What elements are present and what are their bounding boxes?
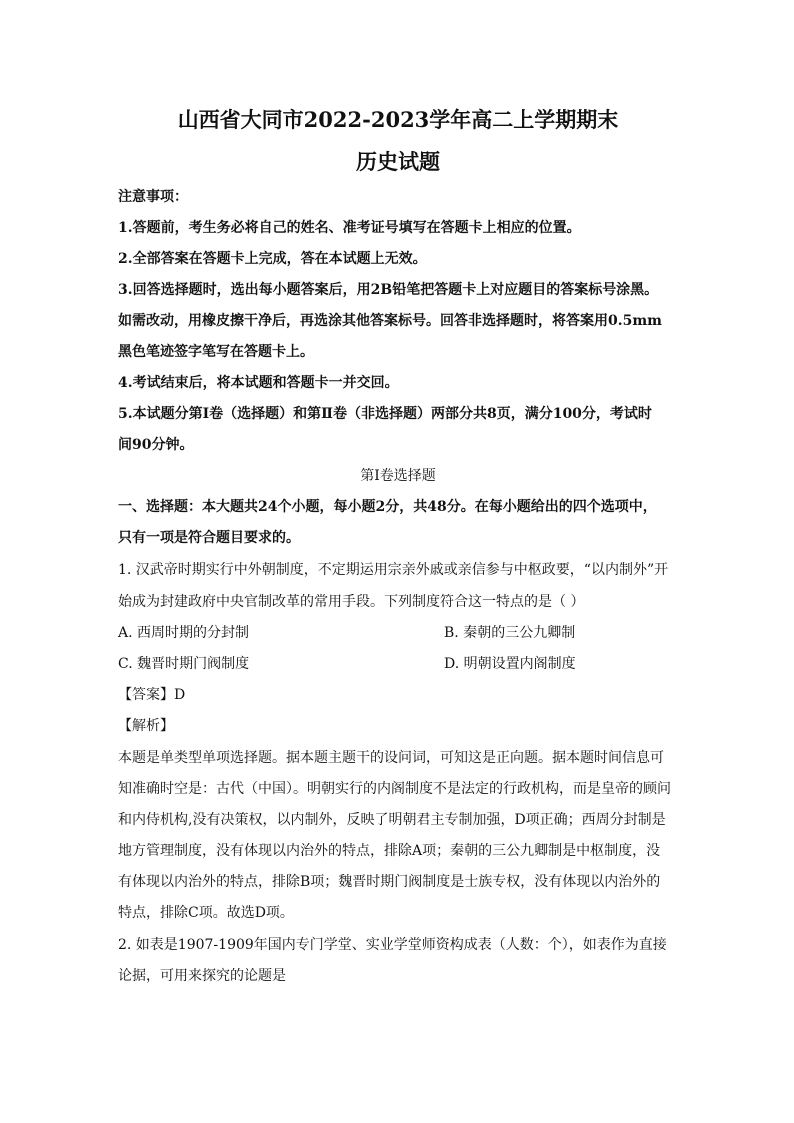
analysis-heading: 【解析】 — [118, 718, 174, 734]
analysis-line: 知准确时空是：古代（中国）。明朝实行的内阁制度不是法定的行政机构，而是皇帝的顾问 — [118, 781, 671, 797]
answer-label: 【答案】D — [118, 687, 186, 703]
option-a: A. 西周时期的分封制 — [118, 625, 250, 641]
notice-line: 间90分钟。 — [118, 437, 194, 453]
question-2-stem: 论据，可用来探究的论题是 — [118, 968, 286, 984]
document-title: 山西省大同市2022-2023学年高二上学期期末 — [177, 107, 619, 132]
notice-line: 黑色笔迹签字笔写在答题卡上。 — [118, 344, 314, 360]
question-1-stem: 始成为封建政府中央官制改革的常用手段。下列制度符合这一特点的是（ ） — [118, 594, 585, 610]
section-instruction: 只有一项是符合题目要求的。 — [118, 530, 300, 546]
analysis-line: 本题是单类型单项选择题。据本题主题干的设问词，可知这是正向题。据本题时间信息可 — [118, 750, 664, 766]
notice-heading: 注意事项： — [118, 189, 188, 205]
question-2-stem: 2. 如表是1907-1909年国内专门学堂、实业学堂师资构成表（人数：个），如表作为直接 — [118, 937, 667, 953]
notice-line: 如需改动，用橡皮擦干净后，再选涂其他答案标号。回答非选择题时，将答案用0.5mm — [118, 313, 662, 329]
analysis-line: 和内侍机构,没有决策权，以内制外，反映了明朝君主专制加强，D项正确；西周分封制是 — [118, 812, 666, 828]
notice-line: 4.考试结束后，将本试题和答题卡一并交回。 — [118, 375, 399, 391]
analysis-line: 地方管理制度，没有体现以内治外的特点，排除A项；秦朝的三公九卿制是中枢制度，没 — [118, 843, 661, 859]
analysis-line: 特点，排除C项。故选D项。 — [118, 905, 294, 921]
notice-line: 5.本试题分第Ⅰ卷（选择题）和第Ⅱ卷（非选择题）两部分共8页，满分100分，考试时 — [118, 406, 652, 422]
question-1-stem: 1. 汉武帝时期实行中外朝制度，不定期运用宗亲外戚或亲信参与中枢政要，“以内制外”开 — [118, 562, 669, 578]
section-instruction: 一、选择题：本大题共24个小题，每小题2分，共48分。在每小题给出的四个选项中， — [118, 499, 657, 515]
document-subtitle: 历史试题 — [356, 149, 440, 174]
option-c: C. 魏晋时期门阀制度 — [118, 656, 250, 672]
option-b: B. 秦朝的三公九卿制 — [444, 625, 576, 641]
option-d: D. 明朝设置内阁制度 — [444, 656, 576, 672]
section-title: 第Ⅰ卷选择题 — [360, 468, 436, 484]
notice-line: 2.全部答案在答题卡上完成，答在本试题上无效。 — [118, 251, 427, 267]
notice-line: 3.回答选择题时，选出每小题答案后，用2B铅笔把答题卡上对应题目的答案标号涂黑。 — [118, 282, 659, 298]
analysis-line: 有体现以内治外的特点，排除B项；魏晋时期门阀制度是士族专权，没有体现以内治外的 — [118, 874, 661, 890]
notice-line: 1.答题前，考生务必将自己的姓名、准考证号填写在答题卡上相应的位置。 — [118, 220, 581, 236]
